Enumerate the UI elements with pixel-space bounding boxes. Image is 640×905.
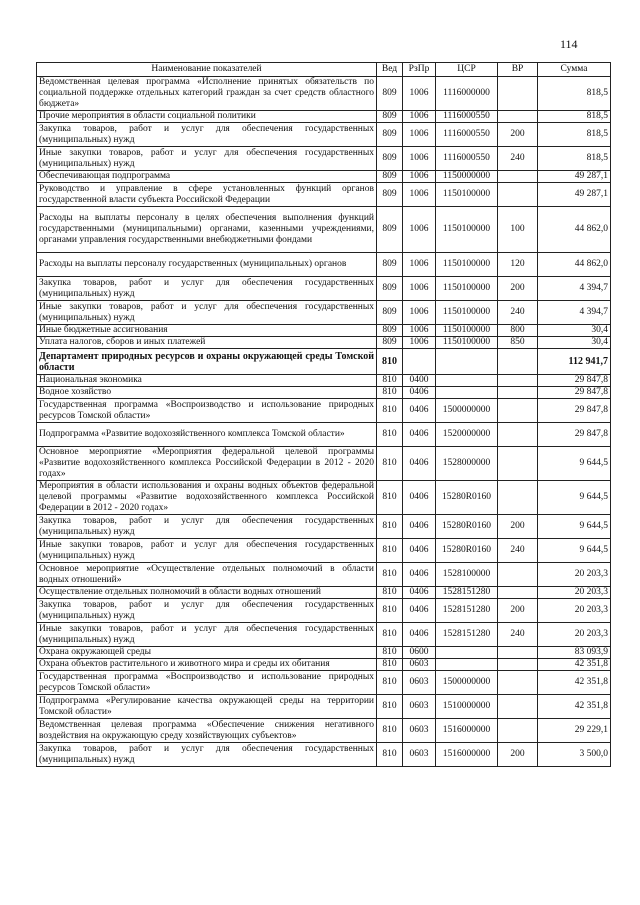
row-sum: 9 644,5: [538, 515, 611, 539]
row-ved: 809: [377, 183, 403, 207]
table-row: [37, 325, 611, 337]
row-name: Подпрограмма «Регулирование качества окружающей среды на территории Томской области»: [37, 695, 377, 719]
row-sum: 44 862,0: [538, 253, 611, 277]
budget-table: [36, 62, 611, 767]
row-csr: 1516000000: [436, 743, 498, 767]
row-sum: 30,4: [538, 325, 611, 337]
row-ved: 809: [377, 171, 403, 183]
row-csr: [436, 387, 498, 399]
row-name: Иные закупки товаров, работ и услуг для обеспечения государственных (муниципальных) нужд: [37, 539, 377, 563]
table-row: [37, 277, 611, 301]
row-sum: 42 351,8: [538, 671, 611, 695]
row-vr: [498, 671, 538, 695]
row-ved: 810: [377, 587, 403, 599]
row-csr: 1150000000: [436, 171, 498, 183]
row-sum: 818,5: [538, 123, 611, 147]
row-rzpr: 0406: [403, 399, 436, 423]
table-row: [37, 623, 611, 647]
table-row: [37, 337, 611, 349]
row-sum: 44 862,0: [538, 207, 611, 253]
row-name: Мероприятия в области использования и охраны водных объектов федеральной целевой программы «Развитие водохозяйственного комплекса Российской Федерации в 2012 - 2020 годах»: [37, 481, 377, 515]
row-rzpr: 1006: [403, 183, 436, 207]
row-sum: 42 351,8: [538, 659, 611, 671]
row-csr: 1116000550: [436, 147, 498, 171]
row-ved: 810: [377, 423, 403, 447]
row-vr: [498, 647, 538, 659]
row-ved: 809: [377, 337, 403, 349]
row-vr: [498, 349, 538, 375]
table-row: [37, 77, 611, 111]
row-rzpr: [403, 349, 436, 375]
row-ved: 810: [377, 375, 403, 387]
row-ved: 809: [377, 277, 403, 301]
table-row: [37, 147, 611, 171]
row-ved: 810: [377, 563, 403, 587]
row-name: Ведомственная целевая программа «Исполнение принятых обязательств по социальной поддержке отдельных категорий граждан за счет средств областного бюджета»: [37, 77, 377, 111]
row-csr: 1528151280: [436, 587, 498, 599]
row-rzpr: 1006: [403, 301, 436, 325]
row-sum: 49 287,1: [538, 183, 611, 207]
row-vr: [498, 447, 538, 481]
row-ved: 810: [377, 539, 403, 563]
row-csr: 15280R0160: [436, 539, 498, 563]
row-vr: 240: [498, 623, 538, 647]
row-name: Закупка товаров, работ и услуг для обеспечения государственных (муниципальных) нужд: [37, 599, 377, 623]
row-name: Расходы на выплаты персоналу в целях обеспечения выполнения функций государственными (муниципальными) органами, казенными учреждениями, органами управления государственными внебюджетными фондами: [37, 207, 377, 253]
row-name: Водное хозяйство: [37, 387, 377, 399]
row-name: Иные бюджетные ассигнования: [37, 325, 377, 337]
row-vr: 800: [498, 325, 538, 337]
row-vr: 200: [498, 123, 538, 147]
row-name: Осуществление отдельных полномочий в области водных отношений: [37, 587, 377, 599]
table-row: [37, 123, 611, 147]
row-name: Закупка товаров, работ и услуг для обеспечения государственных (муниципальных) нужд: [37, 123, 377, 147]
row-csr: 1520000000: [436, 423, 498, 447]
row-csr: 1150100000: [436, 337, 498, 349]
row-csr: 15280R0160: [436, 481, 498, 515]
row-rzpr: 1006: [403, 123, 436, 147]
row-name: Департамент природных ресурсов и охраны окружающей среды Томской области: [37, 349, 377, 375]
row-ved: 810: [377, 349, 403, 375]
row-vr: 240: [498, 147, 538, 171]
row-sum: 20 203,3: [538, 563, 611, 587]
row-sum: 29 847,8: [538, 387, 611, 399]
row-csr: 1500000000: [436, 671, 498, 695]
row-ved: 810: [377, 743, 403, 767]
row-ved: 810: [377, 481, 403, 515]
table-row: [37, 301, 611, 325]
row-rzpr: 1006: [403, 253, 436, 277]
row-sum: 818,5: [538, 147, 611, 171]
row-csr: 1150100000: [436, 325, 498, 337]
row-name: Расходы на выплаты персоналу государственных (муниципальных) органов: [37, 253, 377, 277]
table-row: [37, 447, 611, 481]
table-row: [37, 423, 611, 447]
row-csr: 1116000550: [436, 111, 498, 123]
row-vr: 240: [498, 539, 538, 563]
row-ved: 809: [377, 77, 403, 111]
row-name: Ведомственная целевая программа «Обеспечение снижения негативного воздействия на окружающую среду хозяйствующих субъектов»: [37, 719, 377, 743]
row-csr: [436, 659, 498, 671]
row-sum: 83 093,9: [538, 647, 611, 659]
table-row: [37, 111, 611, 123]
col-header-rzpr: РзПр: [403, 63, 436, 77]
row-vr: [498, 375, 538, 387]
row-sum: 29 847,8: [538, 375, 611, 387]
table-row: [37, 207, 611, 253]
row-name: Государственная программа «Воспроизводство и использование природных ресурсов Томской области»: [37, 399, 377, 423]
table-row: [37, 539, 611, 563]
row-rzpr: 0406: [403, 387, 436, 399]
row-ved: 810: [377, 659, 403, 671]
row-csr: [436, 647, 498, 659]
row-ved: 809: [377, 111, 403, 123]
row-sum: 4 394,7: [538, 301, 611, 325]
row-name: Закупка товаров, работ и услуг для обеспечения государственных (муниципальных) нужд: [37, 277, 377, 301]
row-sum: 49 287,1: [538, 171, 611, 183]
row-sum: 30,4: [538, 337, 611, 349]
col-header-csr: ЦСР: [436, 63, 498, 77]
row-vr: [498, 171, 538, 183]
row-csr: 1528100000: [436, 563, 498, 587]
row-sum: 29 229,1: [538, 719, 611, 743]
table-row: [37, 743, 611, 767]
table-row: [37, 349, 611, 375]
row-ved: 810: [377, 623, 403, 647]
row-rzpr: 0406: [403, 599, 436, 623]
page-number: 114: [560, 37, 578, 51]
row-name: Охрана окружающей среды: [37, 647, 377, 659]
row-vr: [498, 481, 538, 515]
row-ved: 810: [377, 399, 403, 423]
row-name: Иные закупки товаров, работ и услуг для обеспечения государственных (муниципальных) нужд: [37, 623, 377, 647]
row-csr: 1150100000: [436, 253, 498, 277]
row-rzpr: 0406: [403, 587, 436, 599]
row-rzpr: 0406: [403, 623, 436, 647]
row-rzpr: 1006: [403, 325, 436, 337]
row-vr: [498, 387, 538, 399]
row-rzpr: 0600: [403, 647, 436, 659]
row-sum: 20 203,3: [538, 623, 611, 647]
row-ved: 810: [377, 695, 403, 719]
table-row: [37, 387, 611, 399]
row-vr: [498, 659, 538, 671]
row-name: Охрана объектов растительного и животного мира и среды их обитания: [37, 659, 377, 671]
table-row: [37, 515, 611, 539]
row-sum: 818,5: [538, 111, 611, 123]
row-vr: 200: [498, 277, 538, 301]
row-rzpr: 0406: [403, 539, 436, 563]
table-row: [37, 563, 611, 587]
row-csr: [436, 349, 498, 375]
row-ved: 809: [377, 301, 403, 325]
row-vr: 120: [498, 253, 538, 277]
row-sum: 112 941,7: [538, 349, 611, 375]
table-row: [37, 399, 611, 423]
row-csr: 1500000000: [436, 399, 498, 423]
row-rzpr: 0406: [403, 563, 436, 587]
row-name: Прочие мероприятия в области социальной политики: [37, 111, 377, 123]
row-sum: 3 500,0: [538, 743, 611, 767]
row-ved: 810: [377, 671, 403, 695]
row-ved: 810: [377, 647, 403, 659]
row-rzpr: 0406: [403, 515, 436, 539]
row-rzpr: 1006: [403, 277, 436, 301]
row-sum: 42 351,8: [538, 695, 611, 719]
table-row: [37, 183, 611, 207]
row-csr: 1116000550: [436, 123, 498, 147]
row-name: Закупка товаров, работ и услуг для обеспечения государственных (муниципальных) нужд: [37, 743, 377, 767]
row-name: Основное мероприятие «Мероприятия федеральной целевой программы «Развитие водохозяйственного комплекса Российской Федерации в 2012 - 2020 годах»: [37, 447, 377, 481]
row-rzpr: 1006: [403, 337, 436, 349]
row-ved: 810: [377, 515, 403, 539]
table-row: [37, 375, 611, 387]
row-ved: 810: [377, 599, 403, 623]
row-sum: 9 644,5: [538, 447, 611, 481]
row-name: Руководство и управление в сфере установленных функций органов государственной власти субъекта Российской Федерации: [37, 183, 377, 207]
row-ved: 809: [377, 147, 403, 171]
row-vr: [498, 423, 538, 447]
row-rzpr: 0400: [403, 375, 436, 387]
table-row: [37, 671, 611, 695]
table-row: [37, 719, 611, 743]
row-ved: 809: [377, 207, 403, 253]
row-sum: 4 394,7: [538, 277, 611, 301]
row-vr: 200: [498, 599, 538, 623]
row-csr: 1150100000: [436, 207, 498, 253]
table-row: [37, 695, 611, 719]
row-vr: 200: [498, 515, 538, 539]
row-ved: 810: [377, 447, 403, 481]
row-rzpr: 1006: [403, 111, 436, 123]
row-vr: [498, 719, 538, 743]
row-sum: 9 644,5: [538, 481, 611, 515]
row-rzpr: 0603: [403, 659, 436, 671]
col-header-name: Наименование показателей: [37, 63, 377, 77]
row-sum: 20 203,3: [538, 599, 611, 623]
row-rzpr: 0406: [403, 423, 436, 447]
row-csr: 1528000000: [436, 447, 498, 481]
row-sum: 818,5: [538, 77, 611, 111]
row-csr: 15280R0160: [436, 515, 498, 539]
row-name: Уплата налогов, сборов и иных платежей: [37, 337, 377, 349]
table-row: [37, 647, 611, 659]
row-csr: 1116000000: [436, 77, 498, 111]
row-vr: [498, 399, 538, 423]
row-csr: [436, 375, 498, 387]
row-name: Национальная экономика: [37, 375, 377, 387]
table-row: [37, 171, 611, 183]
row-vr: 850: [498, 337, 538, 349]
table-row: [37, 481, 611, 515]
col-header-vr: ВР: [498, 63, 538, 77]
row-vr: [498, 563, 538, 587]
table-header-row: [37, 63, 611, 77]
row-csr: 1510000000: [436, 695, 498, 719]
col-header-sum: Сумма: [538, 63, 611, 77]
row-name: Подпрограмма «Развитие водохозяйственного комплекса Томской области»: [37, 423, 377, 447]
row-name: Закупка товаров, работ и услуг для обеспечения государственных (муниципальных) нужд: [37, 515, 377, 539]
row-name: Иные закупки товаров, работ и услуг для обеспечения государственных (муниципальных) нужд: [37, 301, 377, 325]
row-rzpr: 0603: [403, 695, 436, 719]
row-csr: 1150100000: [436, 301, 498, 325]
row-name: Государственная программа «Воспроизводство и использование природных ресурсов Томской области»: [37, 671, 377, 695]
row-rzpr: 1006: [403, 171, 436, 183]
row-rzpr: 1006: [403, 77, 436, 111]
col-header-ved: Вед: [377, 63, 403, 77]
row-csr: 1150100000: [436, 183, 498, 207]
row-rzpr: 0406: [403, 481, 436, 515]
row-name: Основное мероприятие «Осуществление отдельных полномочий в области водных отношений»: [37, 563, 377, 587]
row-rzpr: 1006: [403, 207, 436, 253]
row-vr: [498, 183, 538, 207]
table-row: [37, 659, 611, 671]
row-vr: 200: [498, 743, 538, 767]
row-csr: 1150100000: [436, 277, 498, 301]
row-csr: 1516000000: [436, 719, 498, 743]
row-name: Иные закупки товаров, работ и услуг для обеспечения государственных (муниципальных) нужд: [37, 147, 377, 171]
row-ved: 809: [377, 325, 403, 337]
row-ved: 810: [377, 719, 403, 743]
row-csr: 1528151280: [436, 623, 498, 647]
row-sum: 29 847,8: [538, 423, 611, 447]
row-vr: [498, 587, 538, 599]
row-vr: [498, 77, 538, 111]
table-row: [37, 587, 611, 599]
row-rzpr: 0603: [403, 671, 436, 695]
row-csr: 1528151280: [436, 599, 498, 623]
row-rzpr: 1006: [403, 147, 436, 171]
row-name: Обеспечивающая подпрограмма: [37, 171, 377, 183]
table-row: [37, 253, 611, 277]
row-sum: 9 644,5: [538, 539, 611, 563]
row-vr: [498, 695, 538, 719]
row-vr: 240: [498, 301, 538, 325]
row-ved: 809: [377, 123, 403, 147]
row-rzpr: 0603: [403, 719, 436, 743]
table-row: [37, 599, 611, 623]
row-ved: 810: [377, 387, 403, 399]
row-sum: 29 847,8: [538, 399, 611, 423]
row-vr: [498, 111, 538, 123]
row-sum: 20 203,3: [538, 587, 611, 599]
row-ved: 809: [377, 253, 403, 277]
row-rzpr: 0603: [403, 743, 436, 767]
row-rzpr: 0406: [403, 447, 436, 481]
row-vr: 100: [498, 207, 538, 253]
